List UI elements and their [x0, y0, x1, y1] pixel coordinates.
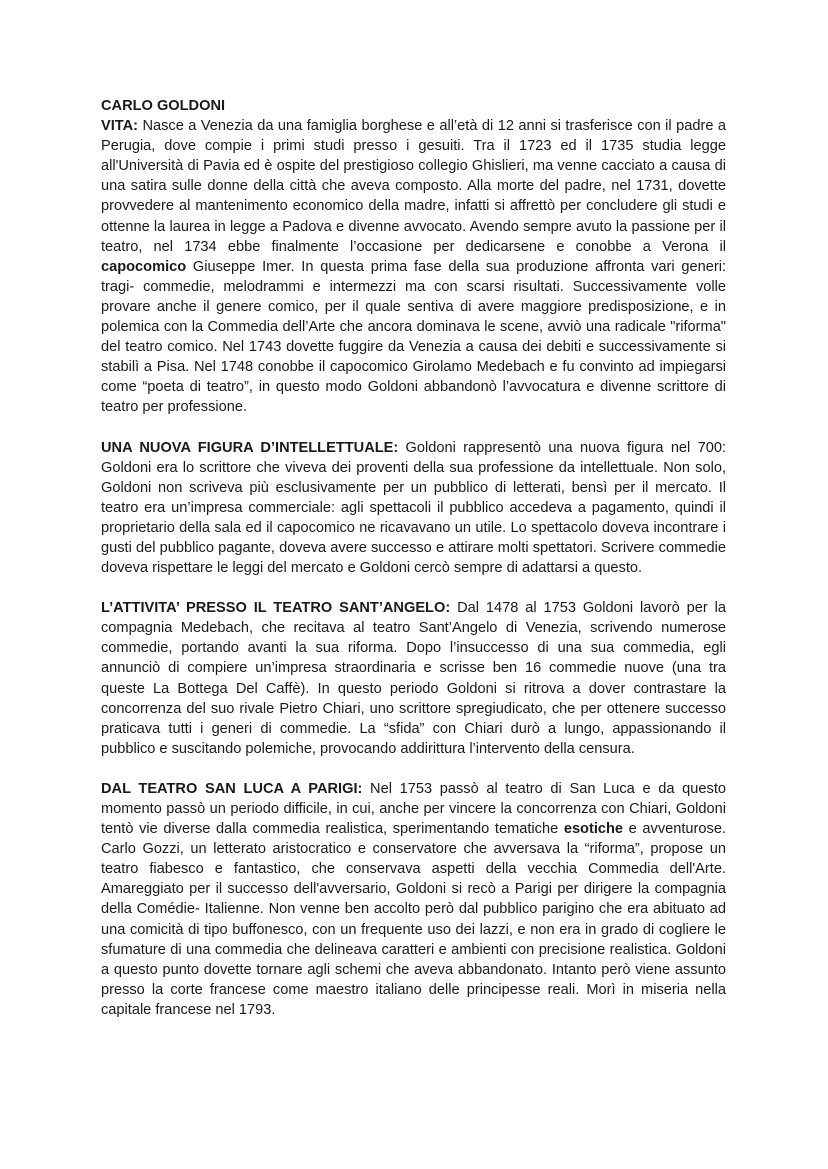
- section-heading-nuova-figura: UNA NUOVA FIGURA D’INTELLETTUALE:: [101, 439, 399, 456]
- section-vita: [101, 116, 726, 417]
- section-body-vita-part-2: Giuseppe Imer. In questa prima fase della sua produzione affronta vari generi: tragi- commedie, melodrammi e intermezzi ma con scarsi risultati. Successivamente volle provare anche il genere comico, per il quale sentiva di avere maggiore predisposizione, e in polemica con la Commedia dell’Arte che ancora dominava le scene, avviò una radicale "riforma" del teatro comico. Nel 1743 dovette fuggire da Venezia a causa dei debiti e successivamente si stabilì a Pisa. Nel 1748 conobbe il capocomico Girolamo Medebach e fu convinto ad impiegarsi come “poeta di teatro”, in questo modo Goldoni abbandonò l’avvocatura e divenne scrittore di teatro per professione.: [101, 258, 726, 416]
- bold-term-capocomico: capocomico: [101, 258, 187, 275]
- section-san-luca-parigi: [101, 779, 726, 1020]
- section-heading-vita: VITA:: [101, 118, 139, 135]
- section-heading-sant-angelo: L’ATTIVITA’ PRESSO IL TEATRO SANT’ANGELO:: [101, 600, 451, 617]
- section-body-vita-part-1: Nasce a Venezia da una famiglia borghese e all’età di 12 anni si trasferisce con il padre a Perugia, dove compie i primi studi presso i gesuiti. Tra il 1723 ed il 1735 studia legge all'Università di Pavia ed è ospite del prestigioso collegio Ghislieri, ma venne cacciato a causa di una satira sulle donne della città che aveva composto. Alla morte del padre, nel 1731, dovette provvedere al mantenimento economico della madre, infatti si affrettò per concludere gli studi e ottenne la laurea in legge a Padova e divenne avvocato. Avendo sempre avuto la passione per il teatro, nel 1734 ebbe finalmente l’occasione per dedicarsene e conobbe a Verona il: [101, 118, 726, 255]
- bold-term-esotiche: esotiche: [563, 821, 624, 838]
- section-sant-angelo: [101, 598, 726, 759]
- document-page: [101, 96, 726, 1020]
- section-heading-san-luca-parigi: DAL TEATRO SAN LUCA A PARIGI:: [101, 780, 363, 797]
- section-body-nuova-figura: Goldoni rappresentò una nuova figura nel 700: Goldoni era lo scrittore che viveva dei proventi della sua professione da intellettuale. Non solo, Goldoni non scriveva più esclusivamente per un pubblico di letterati, bensì per il mercato. Il teatro era un’impresa commerciale: agli spettacoli il pubblico accedeva a pagamento, quindi il proprietario della sala ed il capocomico ne ricavavano un utile. Lo spettacolo doveva incontrare i gusti del pubblico pagante, doveva avere successo e attirare molti spettatori. Scrivere commedie doveva rispettare le leggi del mercato e Goldoni cercò sempre di adattarsi a questo.: [101, 439, 726, 577]
- document-title: CARLO GOLDONI: [101, 98, 226, 114]
- section-body-sant-angelo: Dal 1478 al 1753 Goldoni lavorò per la compagnia Medebach, che recitava al teatro Sant’Angelo di Venezia, scrivendo numerose commedie, portando avanti la sua riforma. Dopo l’insuccesso di una sua commedia, egli annunciò di compiere un’impresa straordinaria e scrisse ben 16 commedie nuove (una tra queste La Bottega Del Caffè). In questo periodo Goldoni si ritrova a dover contrastare la concorrenza del suo rivale Pietro Chiari, uno scrittore spregiudicato, che per ottenere successo praticava tutti i generi di commedie. La “sfida” con Chiari durò a lungo, appassionando il pubblico e suscitando polemiche, provocando addirittura l’intervento della censura.: [101, 600, 726, 757]
- section-body-san-luca-part-2: e avventurose. Carlo Gozzi, un letterato aristocratico e conservatore che avversava la “riforma”, propose un teatro fiabesco e fantastico, che conservava aspetti della vecchia Commedia dell'Arte. Amareggiato per il successo dell'avversario, Goldoni si recò a Parigi per dirigere la compagnia della Comédie- Italienne. Non venne ben accolto però dal pubblico parigino che era abituato ad una comicità di tipo buffonesco, con un frequente uso dei lazzi, e non era in grado di cogliere le sfumature di una commedia che delineava caratteri e ambienti con precisione realistica. Goldoni a questo punto dovette tornare agli schemi che aveva abbandonato. Intanto però viene assunto presso la corte francese come maestro italiano delle principesse reali. Morì in miseria nella capitale francese nel 1793.: [101, 821, 726, 1018]
- section-body-san-luca-part-1: Nel 1753 passò al teatro di San Luca e da questo momento passò un periodo difficile, in cui, anche per vincere la concorrenza con Chiari, Goldoni tentò vie diverse dalla commedia realistica, sperimentando tematiche: [101, 780, 726, 838]
- section-nuova-figura: [101, 438, 726, 579]
